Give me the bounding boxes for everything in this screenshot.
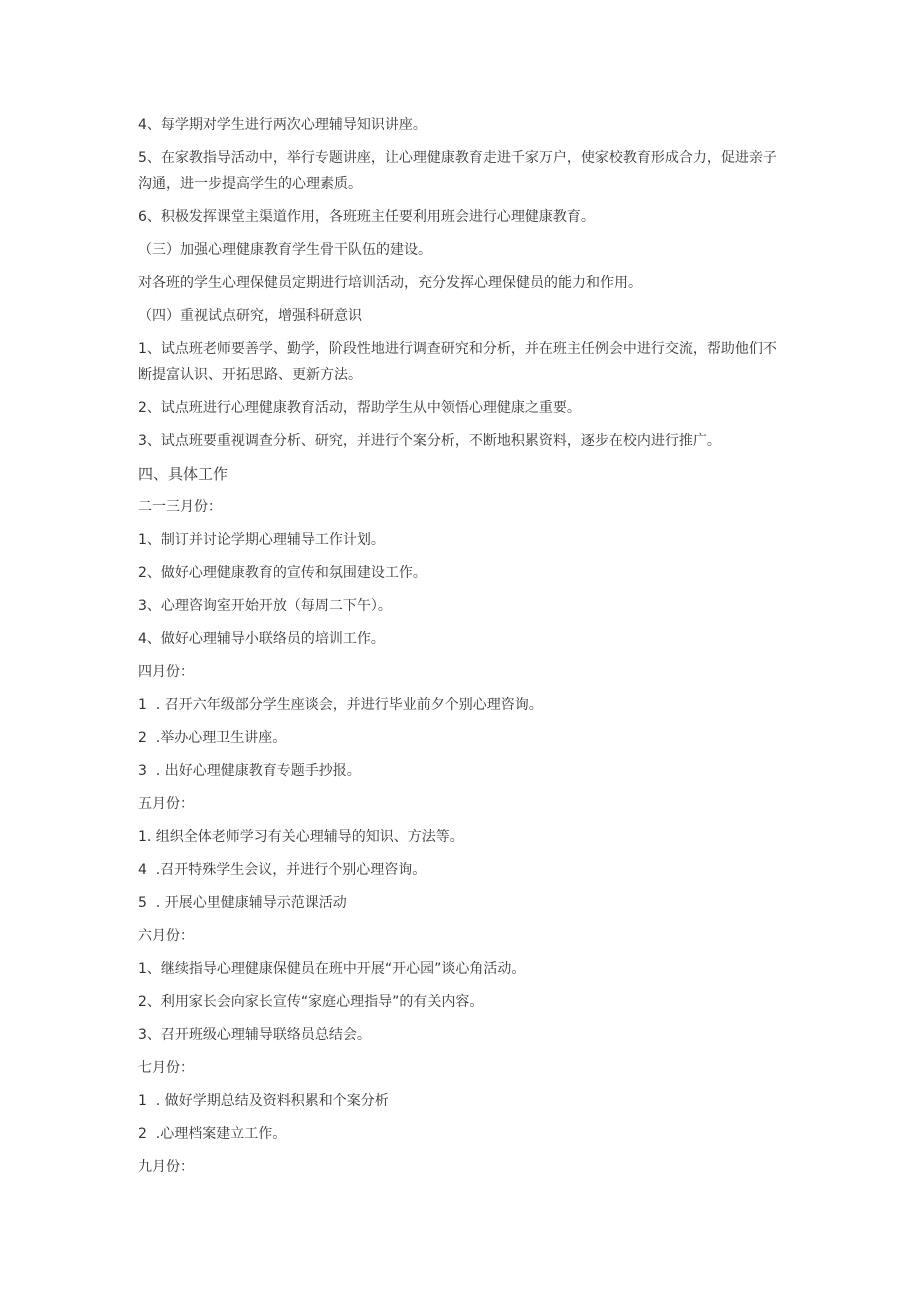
list-item: 3、心理咨询室开始开放（每周二下午）。 xyxy=(138,598,392,614)
list-item: 2、做好心理健康教育的宣传和氛围建设工作。 xyxy=(138,565,427,581)
list-item: 1 . 做好学期总结及资料积累和个案分析 xyxy=(138,1093,389,1109)
list-item: 1 . 召开六年级部分学生座谈会，并进行毕业前夕个别心理咨询。 xyxy=(138,697,543,713)
list-item: 2、利用家长会向家长宣传“家庭心理指导”的有关内容。 xyxy=(138,994,484,1010)
paragraph: 5、在家教指导活动中，举行专题讲座，让心理健康教育走进千家万户，使家校教育形成合力，促进亲子沟通，进一步提高学生的心理素质。 xyxy=(138,150,777,192)
month-label: 六月份： xyxy=(138,928,194,944)
list-item: 3、召开班级心理辅导联络员总结会。 xyxy=(138,1027,371,1043)
section-heading: 四、具体工作 xyxy=(138,465,229,483)
paragraph: 1、试点班老师要善学、勤学，阶段性地进行调查研究和分析，并在班主任例会中进行交流，帮助他们不断提富认识、开拓思路、更新方法。 xyxy=(138,341,777,383)
month-label: 二一三月份： xyxy=(138,499,222,515)
list-item: 4 .召开特殊学生会议，并进行个别心理咨询。 xyxy=(138,862,427,878)
paragraph: 3、试点班要重视调查分析、研究，并进行个案分析，不断地积累资料，逐步在校内进行推广。 xyxy=(138,433,721,449)
list-item: 1、继续指导心理健康保健员在班中开展“开心园”谈心角活动。 xyxy=(138,961,526,977)
document-body xyxy=(138,112,788,1187)
paragraph: 对各班的学生心理保健员定期进行培训活动，充分发挥心理保健员的能力和作用。 xyxy=(138,275,642,291)
month-label: 七月份： xyxy=(138,1060,194,1076)
list-item: 5 . 开展心里健康辅导示范课活动 xyxy=(138,895,347,911)
paragraph: 4、每学期对学生进行两次心理辅导知识讲座。 xyxy=(138,117,427,133)
month-label: 五月份： xyxy=(138,796,194,812)
paragraph: 6、积极发挥课堂主渠道作用，各班班主任要利用班会进行心理健康教育。 xyxy=(138,209,595,225)
section-subheading: （三）加强心理健康教育学生骨干队伍的建设。 xyxy=(138,242,432,258)
list-item: 4、做好心理辅导小联络员的培训工作。 xyxy=(138,631,385,647)
section-subheading: （四）重视试点研究，增强科研意识 xyxy=(138,308,362,324)
list-item: 1、制订并讨论学期心理辅导工作计划。 xyxy=(138,532,385,548)
list-item: 3 . 出好心理健康教育专题手抄报。 xyxy=(138,763,361,779)
paragraph: 2、试点班进行心理健康教育活动，帮助学生从中领悟心理健康之重要。 xyxy=(138,400,581,416)
list-item: 2 .举办心理卫生讲座。 xyxy=(138,730,287,746)
list-item: 2 .心理档案建立工作。 xyxy=(138,1126,287,1142)
list-item: 1. 组织全体老师学习有关心理辅导的知识、方法等。 xyxy=(138,829,464,845)
month-label: 九月份： xyxy=(138,1159,194,1175)
month-label: 四月份： xyxy=(138,664,194,680)
